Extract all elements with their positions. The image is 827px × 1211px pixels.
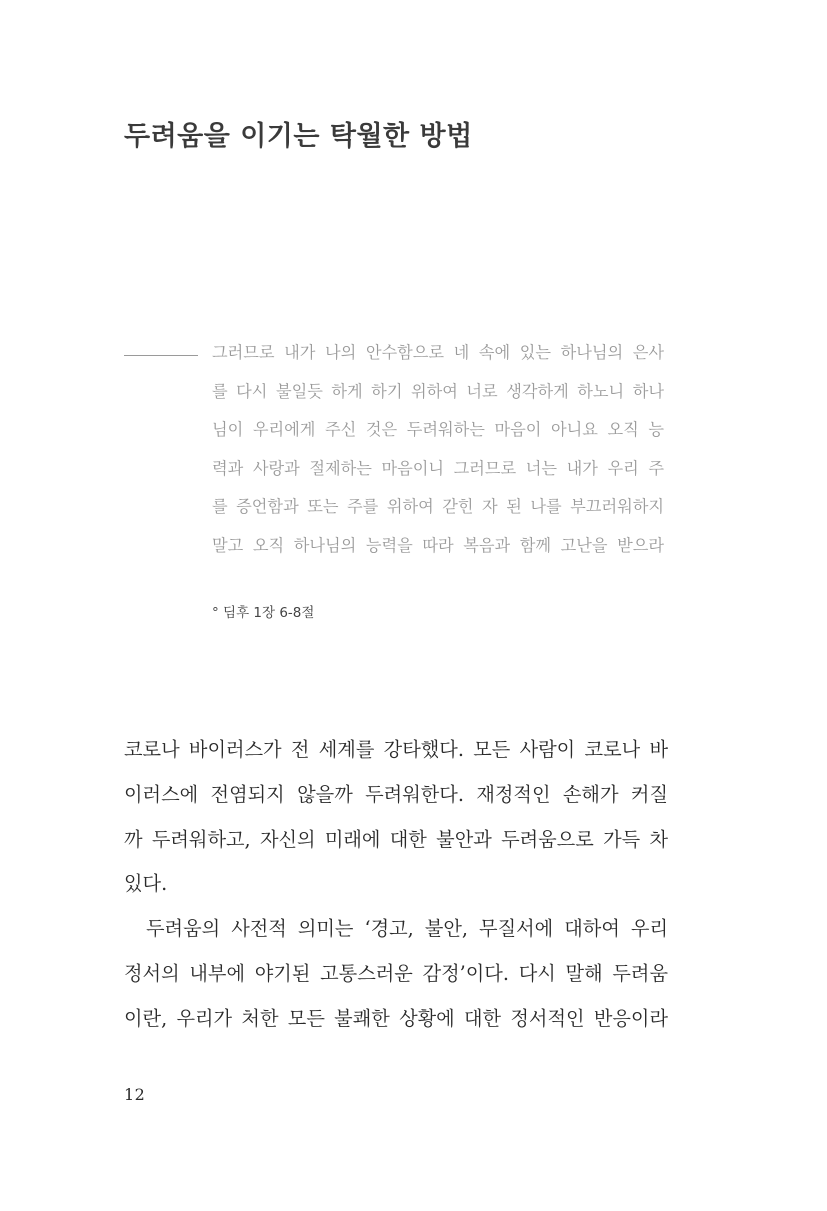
body-line: 있다.: [124, 872, 168, 896]
body-line: 까 두려워하고, 자신의 미래에 대한 불안과 두려움으로 가득 차: [124, 827, 668, 851]
epigraph-source: ° 딤후 1장 6-8절: [212, 605, 315, 621]
page-number: 12: [124, 1085, 146, 1104]
epigraph-line: 그러므로 내가 나의 안수함으로 네 속에 있는 하나님의 은사: [212, 343, 664, 362]
body-line: 이란, 우리가 처한 모든 불쾌한 상황에 대한 정서적인 반응이라: [124, 1006, 668, 1030]
body-text: [124, 728, 668, 1042]
epigraph-line: 력과 사랑과 절제하는 마음이니 그러므로 너는 내가 우리 주: [212, 458, 664, 478]
epigraph-quote: [212, 334, 664, 566]
body-line: 두려움의 사전적 의미는 ‘경고, 불안, 무질서에 대하여 우리: [146, 917, 668, 941]
epigraph-line: 를 증언함과 또는 주를 위하여 갇힌 자 된 나를 부끄러워하지: [212, 497, 664, 517]
chapter-title: 두려움을 이기는 탁월한 방법: [124, 121, 473, 152]
body-line: 정서의 내부에 야기된 고통스러운 감정’이다. 다시 말해 두려움: [124, 961, 668, 985]
epigraph-line: 님이 우리에게 주신 것은 두려워하는 마음이 아니요 오직 능: [212, 420, 664, 440]
epigraph-line: 말고 오직 하나님의 능력을 따라 복음과 함께 고난을 받으라: [212, 535, 664, 555]
body-line: 이러스에 전염되지 않을까 두려워한다. 재정적인 손해가 커질: [124, 782, 668, 806]
body-line: 코로나 바이러스가 전 세계를 강타했다. 모든 사람이 코로나 바: [124, 738, 668, 761]
epigraph-line: 를 다시 불일듯 하게 하기 위하여 너로 생각하게 하노니 하나: [212, 381, 664, 401]
epigraph-rule: [124, 355, 198, 356]
